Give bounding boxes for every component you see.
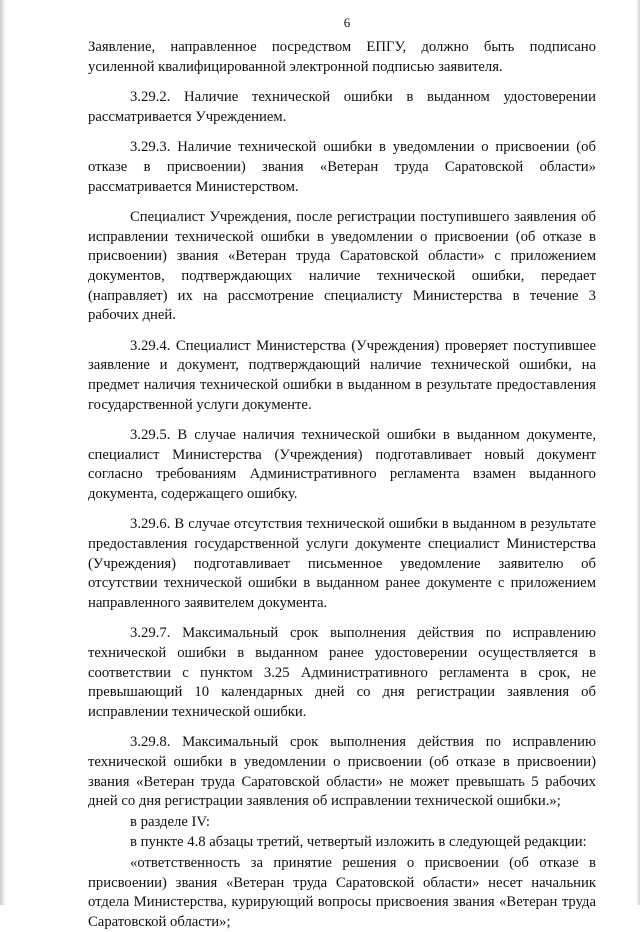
paragraph-section-iv: в разделе IV: xyxy=(130,813,211,830)
paragraph-3-29-2: 3.29.2. Наличие технической ошибки в выданном удостоверении рассматривается Учреждением. xyxy=(88,89,596,125)
scan-edge-right xyxy=(636,0,640,905)
paragraph-responsibility: «ответственность за принятие решения о присвоении (об отказе в присвоении) звания «Ветеран труда Саратовской области» несет начальник отдела Министерства, курирующий вопросы присвоения звания «Ветеран труда Саратовской области»; xyxy=(88,854,596,930)
paragraph-3-29-8: 3.29.8. Максимальный срок выполнения действия по исправлению технической ошибки в уведомлении о присвоении (об отказе в присвоении) звания «Ветеран труда Саратовской области» не может превышать 5 рабочих дней со дня регистрации заявления об исправлении технической ошибки.»; xyxy=(88,734,596,810)
paragraph-specialist-transfer: Специалист Учреждения, после регистрации поступившего заявления об исправлении технической ошибки в уведомлении о присвоении (об отказе в присвоении) звания «Ветеран труда Саратовской области» с приложением документов, подтверждающих наличие технической ошибки, передает (направляет) их на рассмотрение специалисту Министерства в течение 3 рабочих дней. xyxy=(88,209,596,324)
paragraph-3-29-4: 3.29.4. Специалист Министерства (Учреждения) проверяет поступившее заявление и документ, подтверждающий наличие технической ошибки, на предмет наличия технической ошибки в выданном в результате предоставления государственной услуги документе. xyxy=(88,337,596,413)
paragraph-epgu-signature: Заявление, направленное посредством ЕПГУ, должно быть подписано усиленной квалифицированной электронной подписью заявителя. xyxy=(88,39,596,75)
scan-edge-left xyxy=(0,0,6,905)
paragraph-3-29-6: 3.29.6. В случае отсутствия технической ошибки в выданном в результате предоставления государственной услуги документе специалист Министерства (Учреждения) подготавливает письменное уведомление заявителю об отсутствии технической ошибки в выданном ранее документе с приложением направленного заявителем документа. xyxy=(88,516,596,611)
paragraph-3-29-3: 3.29.3. Наличие технической ошибки в уведомлении о присвоении (об отказе в присвоении) звания «Ветеран труда Саратовской области» рассматривается Министерством. xyxy=(88,139,596,195)
paragraph-point-4-8: в пункте 4.8 абзацы третий, четвертый изложить в следующей редакции: xyxy=(130,834,587,851)
page-number: 6 xyxy=(343,15,351,30)
paragraph-3-29-5: 3.29.5. В случае наличия технической ошибки в выданном документе, специалист Министерства (Учреждения) подготавливает новый документ согласно требованиям Административного регламента взамен выданного документа, содержащего ошибку. xyxy=(88,427,596,502)
paragraph-3-29-7: 3.29.7. Максимальный срок выполнения действия по исправлению технической ошибки в выданном ранее удостоверении осуществляется в соответствии с пунктом 3.25 Административного регламента в срок, не превышающий 10 календарных дней со дня регистрации заявления об исправлении технической ошибки. xyxy=(88,625,596,720)
